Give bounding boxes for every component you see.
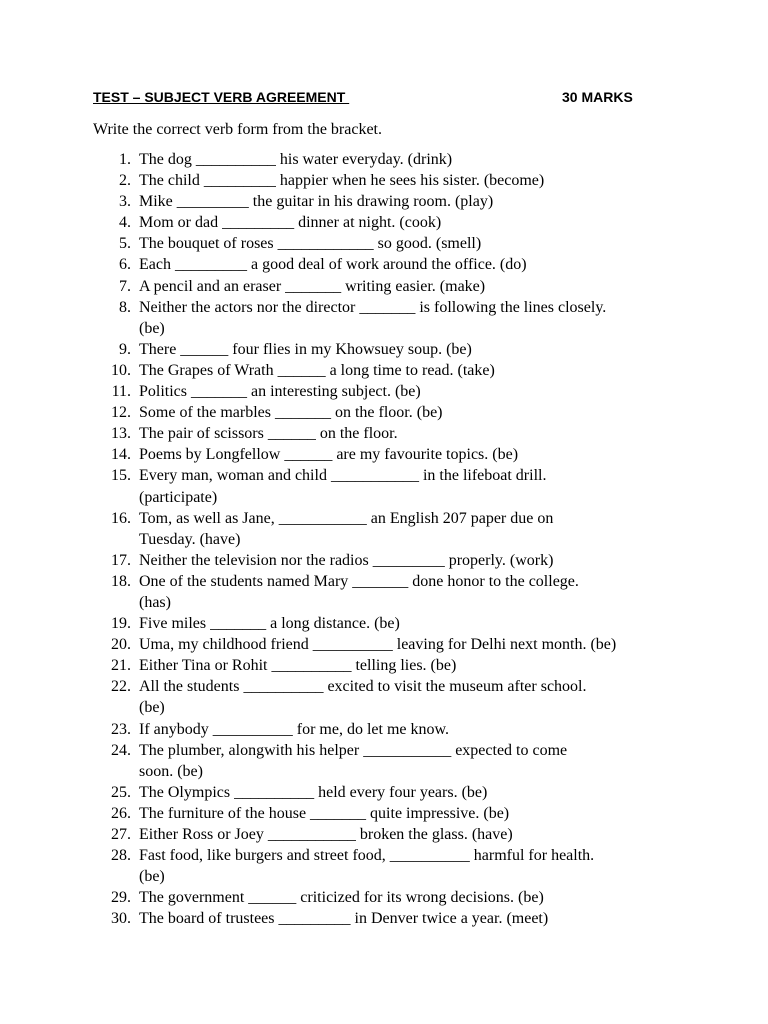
question-line: The pair of scissors ______ on the floor. (139, 425, 398, 443)
question-continuation-line: (be) (139, 319, 165, 337)
question-item (0, 170, 768, 191)
question-text (139, 339, 684, 360)
question-line: The Grapes of Wrath ______ a long time to read. (take) (139, 361, 495, 379)
question-continuation-line: soon. (be) (139, 762, 203, 780)
question-line: The government ______ criticized for its wrong decisions. (be) (139, 889, 544, 907)
question-line: A pencil and an eraser _______ writing easier. (make) (139, 277, 486, 295)
question-text (139, 465, 684, 507)
question-text (139, 276, 684, 297)
question-item (0, 571, 768, 613)
question-text (139, 845, 684, 887)
question-number: 17. (111, 551, 139, 569)
question-text (139, 508, 684, 550)
question-number: 16. (111, 509, 139, 527)
question-item (0, 655, 768, 676)
question-item (0, 444, 768, 465)
question-item (0, 360, 768, 381)
question-item (0, 254, 768, 275)
question-text (139, 297, 684, 339)
question-item (0, 634, 768, 655)
question-text (139, 824, 684, 845)
question-item (0, 908, 768, 929)
question-item (0, 149, 768, 170)
question-continuation-line: (participate) (139, 488, 218, 506)
question-number: 25. (111, 783, 139, 801)
question-line: The plumber, alongwith his helper ___________ expected to come (139, 741, 568, 759)
question-item (0, 550, 768, 571)
question-line: Some of the marbles _______ on the floor. (be) (139, 404, 443, 422)
question-number: 27. (111, 826, 139, 843)
question-number: 7. (119, 277, 139, 295)
question-number: 26. (111, 804, 139, 822)
question-number: 28. (111, 847, 139, 865)
test-title: TEST – SUBJECT VERB AGREEMENT (93, 89, 350, 105)
question-item (0, 423, 768, 444)
question-text (139, 782, 684, 803)
question-line: Either Ross or Joey ___________ broken the glass. (have) (139, 826, 513, 843)
question-item (0, 887, 768, 908)
question-text (139, 212, 684, 233)
question-text (139, 740, 684, 782)
question-item (0, 402, 768, 423)
question-line: Neither the television nor the radios _________ properly. (work) (139, 551, 554, 569)
question-line: Neither the actors nor the director _______ is following the lines closely. (139, 298, 607, 316)
question-text (139, 613, 684, 634)
question-text (139, 191, 684, 212)
question-number: 24. (111, 741, 139, 759)
question-line: Mike _________ the guitar in his drawing room. (play) (139, 193, 494, 211)
question-number: 2. (119, 172, 139, 190)
question-text (139, 887, 684, 908)
question-list (0, 149, 768, 929)
question-text (139, 719, 684, 740)
question-continuation-line: (has) (139, 593, 171, 611)
question-number: 21. (111, 657, 139, 675)
question-line: Five miles _______ a long distance. (be) (139, 615, 400, 633)
instruction-text: Write the correct verb form from the bracket. (93, 121, 382, 138)
question-number: 13. (111, 425, 139, 443)
question-line: Fast food, like burgers and street food, __________ harmful for health. (139, 847, 595, 865)
question-number: 19. (111, 615, 139, 633)
question-item (0, 191, 768, 212)
question-line: One of the students named Mary _______ done honor to the college. (139, 572, 579, 590)
question-number: 11. (111, 383, 139, 401)
question-line: Tom, as well as Jane, ___________ an English 207 paper due on (139, 509, 554, 527)
question-line: The dog __________ his water everyday. (drink) (139, 151, 453, 168)
question-number: 5. (119, 235, 139, 253)
question-line: Mom or dad _________ dinner at night. (cook) (139, 214, 442, 232)
question-line: Each _________ a good deal of work around the office. (do) (139, 256, 527, 274)
question-text (139, 233, 684, 254)
question-line: Every man, woman and child ___________ in the lifeboat drill. (139, 467, 547, 485)
question-text (139, 360, 684, 381)
question-line: The board of trustees _________ in Denver twice a year. (meet) (139, 910, 549, 928)
question-line: Either Tina or Rohit __________ telling lies. (be) (139, 657, 457, 675)
question-number: 29. (111, 889, 139, 907)
question-line: The bouquet of roses ____________ so good. (smell) (139, 235, 482, 253)
question-number: 23. (111, 720, 139, 738)
question-item (0, 803, 768, 824)
question-number: 15. (111, 467, 139, 485)
question-line: All the students __________ excited to visit the museum after school. (139, 678, 587, 696)
question-line: Politics _______ an interesting subject. (be) (139, 383, 421, 401)
question-item (0, 719, 768, 740)
question-line: Poems by Longfellow ______ are my favourite topics. (be) (139, 446, 519, 464)
test-header (93, 89, 653, 109)
question-item (0, 297, 768, 339)
question-item (0, 613, 768, 634)
question-text (139, 444, 684, 465)
question-text (139, 655, 684, 676)
question-text (139, 149, 684, 170)
question-line: The Olympics __________ held every four years. (be) (139, 783, 488, 801)
question-number: 6. (119, 256, 139, 274)
question-text (139, 803, 684, 824)
question-line: Uma, my childhood friend __________ leaving for Delhi next month. (be) (139, 636, 617, 654)
question-number: 9. (119, 340, 139, 358)
question-item (0, 276, 768, 297)
question-line: The child _________ happier when he sees his sister. (become) (139, 172, 545, 190)
question-item (0, 740, 768, 782)
question-item (0, 465, 768, 507)
question-text (139, 254, 684, 275)
question-number: 10. (111, 361, 139, 379)
question-item (0, 845, 768, 887)
question-item (0, 508, 768, 550)
question-text (139, 170, 684, 191)
question-item (0, 676, 768, 718)
question-number: 12. (111, 404, 139, 422)
question-item (0, 381, 768, 402)
question-number: 18. (111, 572, 139, 590)
question-number: 8. (119, 298, 139, 316)
question-line: If anybody __________ for me, do let me know. (139, 720, 450, 738)
question-number: 3. (119, 193, 139, 211)
question-text (139, 381, 684, 402)
question-text (139, 402, 684, 423)
question-number: 1. (119, 151, 139, 168)
question-text (139, 423, 684, 444)
question-number: 14. (111, 446, 139, 464)
question-text (139, 634, 684, 655)
question-item (0, 339, 768, 360)
question-number: 4. (119, 214, 139, 232)
question-continuation-line: (be) (139, 699, 165, 717)
question-item (0, 782, 768, 803)
question-text (139, 571, 684, 613)
question-item (0, 212, 768, 233)
question-continuation-line: Tuesday. (have) (139, 530, 241, 548)
question-text (139, 550, 684, 571)
question-line: There ______ four flies in my Khowsuey soup. (be) (139, 340, 472, 358)
question-item (0, 233, 768, 254)
question-text (139, 676, 684, 718)
question-number: 30. (111, 910, 139, 928)
question-line: The furniture of the house _______ quite impressive. (be) (139, 804, 510, 822)
total-marks: 30 MARKS (562, 89, 633, 105)
question-text (139, 908, 684, 929)
question-number: 22. (111, 678, 139, 696)
question-continuation-line: (be) (139, 868, 165, 886)
question-number: 20. (111, 636, 139, 654)
question-item (0, 824, 768, 845)
